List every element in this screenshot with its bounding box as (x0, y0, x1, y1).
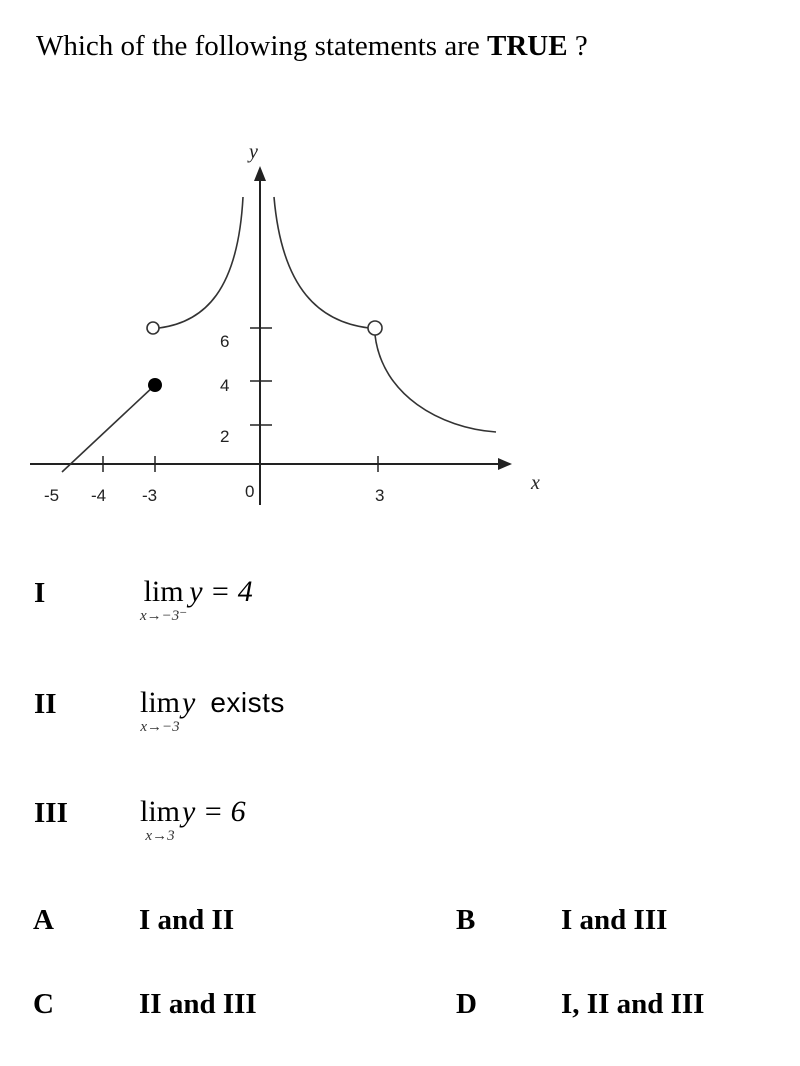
lim-approach: x→3 (145, 828, 175, 844)
option-c-label: II and III (139, 988, 257, 1020)
limit-expression (189, 577, 253, 607)
statement-limit-i (140, 577, 253, 624)
option-b-label: I and III (561, 904, 668, 936)
right-upper-curve (274, 197, 369, 328)
expression-text: y = 4 (189, 575, 253, 608)
lim-approach: x→−3 (140, 719, 180, 735)
left-curve (159, 197, 243, 328)
option-a-label: I and II (139, 904, 235, 936)
y-tick-label: 2 (220, 427, 230, 446)
x-tick-label: -5 (44, 486, 60, 505)
question-suffix: ? (567, 30, 588, 62)
option-a-text[interactable] (139, 904, 234, 937)
option-c-text[interactable] (139, 988, 257, 1021)
y-tick-label: 4 (220, 376, 230, 395)
limit-operator (140, 688, 180, 735)
open-point-right (368, 321, 382, 335)
limit-expression (182, 797, 246, 827)
statement-label-ii: II (34, 688, 57, 720)
open-point-left (147, 322, 159, 334)
limit-operator (140, 797, 180, 844)
option-d-label: I, II and III (561, 988, 705, 1020)
x-tick-label: -4 (91, 486, 107, 505)
statement-limit-iii (140, 797, 246, 844)
y-axis-label: y (249, 141, 258, 163)
y-axis-arrow (254, 166, 266, 181)
x-tick-label: 0 (245, 482, 255, 501)
x-axis-arrow (498, 458, 512, 470)
option-d-text[interactable] (561, 988, 704, 1021)
closed-point-left (148, 378, 162, 392)
lim-approach: x→−3⁻ (140, 608, 188, 624)
right-lower-curve (375, 335, 496, 432)
option-c-letter[interactable]: C (33, 988, 54, 1020)
lim-word: lim (140, 686, 181, 719)
limit-expression (182, 688, 285, 718)
option-d-letter[interactable]: D (456, 988, 477, 1020)
option-b-text[interactable] (561, 904, 667, 937)
x-tick-label: -3 (142, 486, 158, 505)
option-a-letter[interactable]: A (33, 904, 54, 936)
x-tick-label: 3 (375, 486, 385, 505)
y-tick-label: 6 (220, 332, 230, 351)
lim-word: lim (143, 575, 184, 608)
x-axis-label: x (531, 472, 540, 494)
expression-text: y (182, 686, 196, 719)
limit-operator (140, 577, 187, 624)
expression-tail: exists (210, 687, 285, 718)
lim-word: lim (140, 795, 181, 828)
statement-limit-ii (140, 688, 285, 735)
statement-label-i: I (34, 577, 46, 609)
linear-segment (62, 385, 155, 472)
statement-label-iii: III (34, 797, 68, 829)
option-b-letter[interactable]: B (456, 904, 476, 936)
question-emphasis: TRUE (486, 30, 568, 62)
expression-text: y = 6 (182, 795, 246, 828)
question-prefix: Which of the following statements are (36, 30, 487, 62)
